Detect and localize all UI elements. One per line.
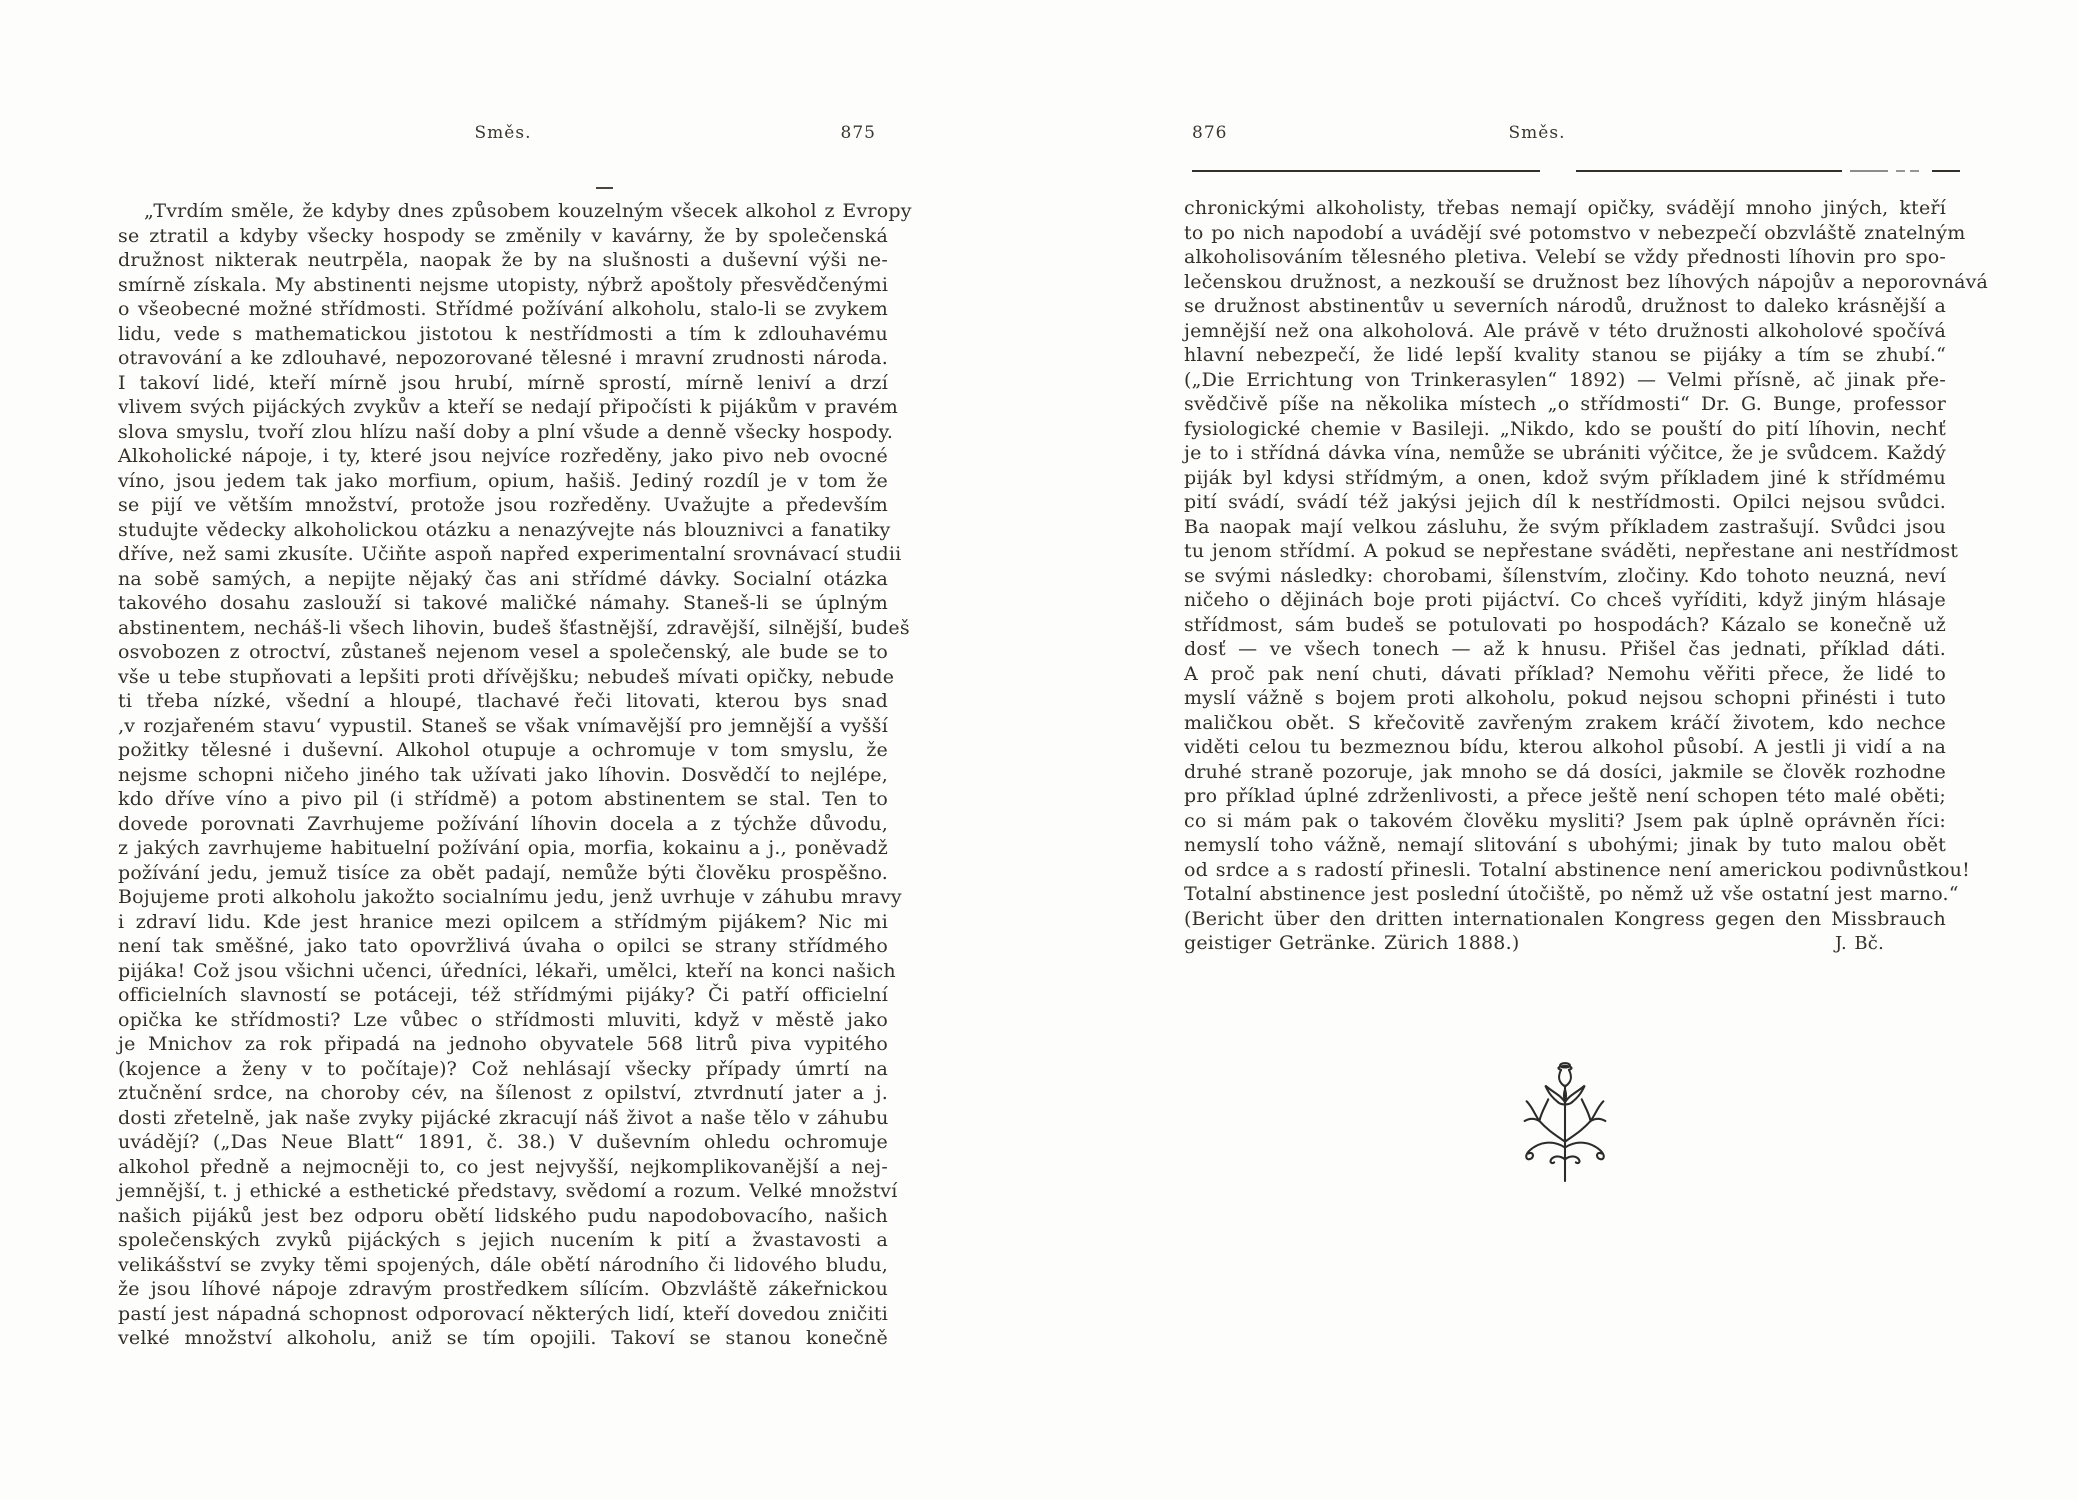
- text-line: velikášství se zvyky těmi spojených, dále obětí národního či lidového bludu,: [118, 1253, 888, 1276]
- text-line: otravování a ke zdlouhavé, nepozorované tělesné i mravní zrudnosti národa.: [118, 347, 888, 369]
- right-page-number: 876: [1192, 123, 1228, 143]
- text-line: lečenskou družnost, a nezkouší se družnost bez líhových nápojův a neporovnává: [1184, 270, 1989, 293]
- text-line: hlavní nebezpečí, že lidé lepší kvality stanou se pijáky a tím se zhubí.“: [1184, 344, 1946, 366]
- text-line: (Bericht über den dritten internationalen Kongress gegen den Missbrauch: [1184, 907, 1946, 930]
- text-line: dříve, než sami zkusíte. Učiňte aspoň napřed experimentalní srovnávací studii: [118, 543, 902, 565]
- text-line: z jakých zavrhujeme habituelní požívání opia, morfia, kokainu a j., poněvadž: [118, 837, 888, 859]
- text-line: svědčivě píše na několika místech „o střídmosti“ Dr. G. Bunge, professor: [1184, 393, 1946, 415]
- closing-line: [1184, 931, 1946, 956]
- text-line: jemnější než ona alkoholová. Ale právě v této družnosti alkoholové spočívá: [1184, 319, 1946, 342]
- text-line: je to i střídná dávka vína, nemůže se ubrániti výčitce, že je svůdcem. Každý: [1184, 442, 1946, 464]
- text-line: smírně získala. My abstinenti nejsme utopisty, nýbrž apoštoly přesvědčenými: [118, 273, 889, 296]
- text-line: Alkoholické nápoje, i ty, které jsou nejvíce rozředěny, jako pivo neb ovocné: [118, 445, 888, 467]
- text-line: opička ke střídmosti? Lze vůbec o střídmosti mluviti, když v městě jako: [118, 1008, 888, 1031]
- text-line: Bojujeme proti alkoholu jakožto socialnímu jedu, jenž uvrhuje v záhubu mravy: [118, 886, 902, 908]
- text-line: vše u tebe stupňovati a lepšiti proti dřívějšku; nebudeš mívati opičky, nebude: [118, 665, 895, 688]
- text-line: na sobě samých, a nepijte nějaký čas ani střídmé dávky. Socialní otázka: [118, 567, 888, 590]
- text-line: takového dosahu zaslouží si takové maličké námahy. Staneš-li se úplným: [118, 592, 888, 614]
- text-line: pastí jest nápadná schopnost odporovací některých lidí, kteří dovedou zničiti: [118, 1302, 889, 1325]
- header-rule-segment: [1850, 170, 1888, 172]
- text-line: není tak směšné, jako tato opovržlivá úvaha o opilci se strany střídmého: [118, 935, 888, 957]
- text-line: studujte vědecky alkoholickou otázku a nenazývejte nás blouznivci a fanatiky: [118, 518, 891, 541]
- text-line: myslí vážně s bojem proti alkoholu, pokud nejsou schopni přinésti i tuto: [1184, 687, 1946, 709]
- right-page: [1184, 0, 1989, 1500]
- text-line: osvobozen z otroctví, zůstaneš nejenom vesel a společenský, ale bude se to: [118, 641, 888, 663]
- text-line: požitky tělesné i duševní. Alkohol otupuje a ochromuje v tom smyslu, že: [118, 739, 888, 761]
- text-line: pro příklad úplné zdrženlivosti, a přece ještě není schopen této malé oběti;: [1184, 785, 1946, 807]
- ornament-container: [1184, 1056, 1946, 1188]
- text-line: A proč pak není chuti, dávati příklad? Nemohu věřiti přece, že lidé to: [1184, 662, 1946, 685]
- right-text-lines: [1184, 196, 1989, 931]
- text-line: Totalní abstinence jest poslední útočiště, po němž už vše ostatní jest marno.“: [1184, 883, 1959, 905]
- left-page: [118, 0, 912, 1500]
- text-line: co si mám pak o takovém člověku mysliti? Jsem pak úplně oprávněn říci:: [1184, 809, 1946, 832]
- text-line: našich pijáků jest bez odporu obětí lidského pudu napodobovacího, našich: [118, 1204, 888, 1227]
- text-line: („Die Errichtung von Trinkerasylen“ 1892) — Velmi přísně, ač jinak pře-: [1184, 368, 1946, 391]
- text-line: střídmost, sám budeš se potulovati po hospodách? Kázalo se konečně už: [1184, 613, 1946, 636]
- text-line: velké množství alkoholu, aniž se tím opojili. Takoví se stanou konečně: [118, 1327, 888, 1349]
- text-line: vlivem svých pijáckých zvykův a kteří se nedají připočísti k pijákům v pravém: [118, 396, 898, 418]
- text-line: jemnější, t. j ethické a esthetické představy, svědomí a rozum. Velké množství: [118, 1180, 898, 1202]
- text-line: maličkou obět. S křečovitě zavřeným zrakem kráčí životem, kdo nechce: [1184, 711, 1946, 734]
- text-line: „Tvrdím směle, že kdyby dnes způsobem kouzelným všecek alkohol z Evropy: [144, 200, 912, 222]
- text-line: fysiologické chemie v Basileji. „Nikdo, kdo se pouští do pití líhovin, nechť: [1184, 417, 1946, 440]
- text-line: lidu, vede s mathematickou jistotou k nestřídmosti a tím k zdlouhavému: [118, 322, 888, 345]
- text-line: ti třeba nízké, všední a hloupé, tlachavé řeči litovati, kterou bys snad: [118, 690, 888, 712]
- floral-fleuron-ornament: [1517, 1056, 1613, 1184]
- text-line: víno, jsou jedem tak jako morfium, opium, hašiš. Jediný rozdíl je v tom že: [118, 469, 888, 492]
- text-line: požívání jedu, jemuž tisíce za obět padají, nemůže býti člověku prospěšno.: [118, 861, 888, 884]
- left-text-column: [118, 199, 912, 1351]
- text-line: ničeho o dějinách boje proti pijáctví. Co chceš vyříditi, když jiným hlásaje: [1184, 589, 1946, 611]
- right-header-title: Směs.: [1508, 123, 1566, 143]
- text-line: je Mnichov za rok připadá na jednoho obyvatele 568 litrů piva vypitého: [118, 1033, 888, 1055]
- text-line: chronickými alkoholisty, třebas nemají opičky, svádějí mnoho jiných, kteří: [1184, 197, 1946, 219]
- left-page-number: 875: [840, 123, 876, 143]
- text-line: Ba naopak mají velkou zásluhu, že svým příkladem zastrašují. Svůdci jsou: [1184, 515, 1946, 538]
- text-line: od srdce a s radostí přinesli. Totalní abstinence není americkou podivnůstkou!: [1184, 858, 1970, 881]
- text-line: uvádějí? („Das Neue Blatt“ 1891, č. 38.) V duševním ohledu ochromuje: [118, 1131, 888, 1153]
- header-rule-segment: [1932, 170, 1960, 172]
- text-line: I takoví lidé, kteří mírně jsou hrubí, mírně sprostí, mírně leniví a drzí: [118, 371, 888, 394]
- text-line: viděti celou tu bezmeznou bídu, kterou alkohol působí. A jestli ji vidí a na: [1184, 736, 1946, 758]
- header-dash-mark: [596, 187, 613, 189]
- text-line: nemyslí toho vážně, nemají slitování s ubohými; jinak by tuto malou obět: [1184, 834, 1946, 856]
- text-line: (kojence a ženy v to počítaje)? Což nehlásají všecky případy úmrtí na: [118, 1057, 888, 1080]
- text-line: i zdraví lidu. Kde jest hranice mezi opilcem a střídmým pijákem? Nic mi: [118, 910, 888, 933]
- text-line: abstinentem, necháš-li všech lihovin, budeš šťastnější, zdravější, silnější, budeš: [118, 616, 910, 639]
- header-rule-dot: [1896, 170, 1905, 172]
- text-line: to po nich napodobí a uvádějí své potomstvo v nebezpečí obzvláště znatelným: [1184, 221, 1966, 244]
- text-line: dosti zřetelně, jak naše zvyky pijácké zkracují náš život a naše tělo v záhubu: [118, 1106, 889, 1129]
- text-line: pijáka! Což jsou všichni učenci, úředníci, lékaři, umělci, kteří na konci našich: [118, 959, 896, 982]
- text-line: kdo dříve víno a pivo pil (i střídmě) a potom abstinentem se stal. Ten to: [118, 788, 888, 810]
- text-line: společenských zvyků pijáckých s jejich nucením k pití a žvastavosti a: [118, 1229, 888, 1251]
- text-line: alkohol předně a nejmocněji to, co jest nejvyšší, nejkomplikovanější a nej-: [118, 1155, 888, 1178]
- text-line: se družnost abstinentův u severních národů, družnost to daleko krásnější a: [1184, 295, 1946, 317]
- author-signature: J. Bč.: [1835, 933, 1884, 954]
- text-line: pití svádí, svádí též jakýsi jejich díl k nestřídmosti. Opilci nejsou svůdci.: [1184, 491, 1946, 513]
- text-line: dosť — ve všech tonech — až k hnusu. Přišel čas jednati, příklad dáti.: [1184, 638, 1946, 660]
- text-line: družnost nikterak neutrpěla, naopak že by na slušnosti a duševní výši ne-: [118, 249, 888, 271]
- text-line: o všeobecné možné střídmosti. Střídmé požívání alkoholu, stalo-li se zvykem: [118, 298, 888, 320]
- text-line: tu jenom střídmí. A pokud se nepřestane sváděti, nepřestane ani nestřídmost: [1184, 540, 1959, 562]
- text-line: slova smyslu, tvoří zlou hlízu naší doby a plní všude a denně všecky hospody.: [118, 420, 894, 443]
- left-header-title: Směs.: [474, 123, 532, 143]
- header-rule-segment: [1576, 170, 1842, 172]
- header-rule-dot: [1910, 170, 1919, 172]
- text-line: se ztratil a kdyby všecky hospody se změnily v kavárny, že by společenská: [118, 224, 888, 247]
- text-line: ‚v rozjařeném stavu‘ vypustil. Staneš se však vnímavější pro jemnější a vyšší: [118, 714, 888, 737]
- closing-text: geistiger Getränke. Zürich 1888.): [1184, 932, 1520, 954]
- text-line: se svými následky: chorobami, šílenstvím, zločiny. Kdo tohoto neuzná, neví: [1184, 564, 1946, 587]
- text-line: ztučnění srdce, na choroby cév, na šílenost z opilství, ztvrdnutí jater a j.: [118, 1082, 888, 1104]
- header-rule-segment: [1192, 170, 1540, 172]
- text-line: alkoholisováním tělesného pletiva. Velebí se vždy přednosti líhovin pro spo-: [1184, 246, 1946, 268]
- text-line: že jsou líhové nápoje zdravým prostředkem sílícím. Obzvláště zákeřnickou: [118, 1278, 888, 1300]
- text-line: nejsme schopni ničeho jiného tak užívati jako líhovin. Dosvědčí to nejlépe,: [118, 763, 888, 786]
- text-line: piják byl kdysi střídmým, a onen, kdož svým příkladem jiné k střídmému: [1184, 466, 1946, 489]
- text-line: dovede porovnati Zavrhujeme požívání líhovin docela a z týchže důvodu,: [118, 812, 888, 835]
- text-line: druhé straně pozoruje, jak mnoho se dá dosíci, jakmile se člověk rozhodne: [1184, 760, 1946, 783]
- text-line: officielních slavností se potáceji, též střídmými pijáky? Či patří officielní: [118, 984, 888, 1006]
- right-text-column: [1184, 196, 1989, 956]
- text-line: se pijí ve větším množství, protože jsou rozředěny. Uvažujte a především: [118, 494, 888, 516]
